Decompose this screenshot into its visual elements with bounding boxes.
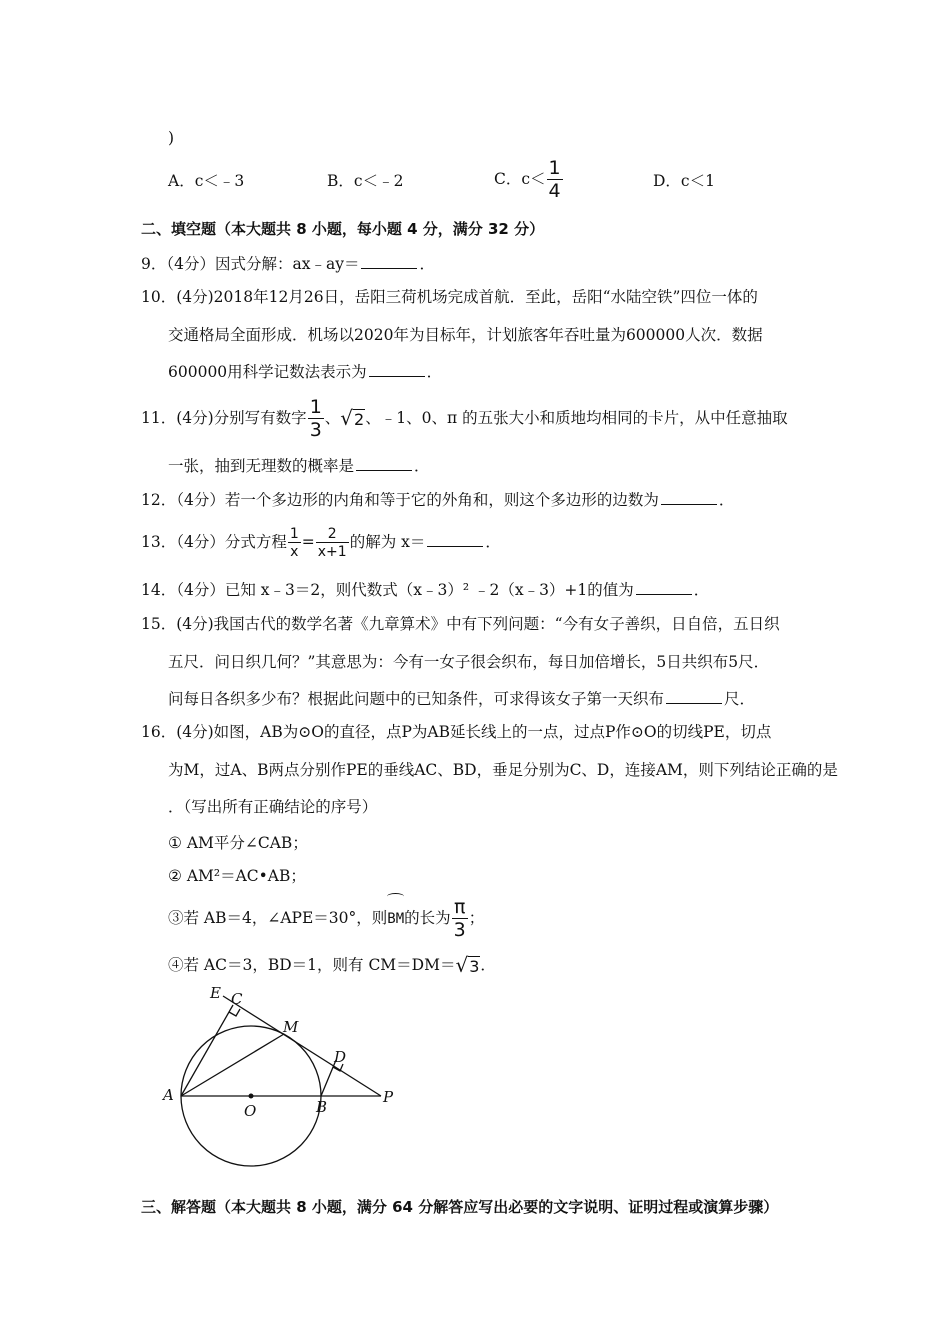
center-dot-o [249,1094,254,1099]
sqrt-radical: √ [340,406,354,430]
q16-s4-sqrt [455,952,480,980]
fraction-numerator: 2 [316,527,349,543]
q16-statement-2: ② AM²＝AC•AB； [168,867,306,885]
q13-end: ． [485,533,501,551]
q9 [141,254,435,274]
q8-option-c-label: C．c＜ [494,170,546,188]
q16-statement-4 [168,952,496,980]
q13-blank [427,532,483,547]
label-b: B [316,1098,328,1116]
q9-text: 9．（4分）因式分解：ax﹣ay＝ [141,255,360,273]
q16-line2: 为M，过A、B两点分别作PE的垂线AC、BD，垂足分别为C、D，连接AM，则下列结论正确的是 [168,761,838,779]
fraction-denominator: x [290,544,299,560]
q16-s3-end: ； [468,909,485,927]
q14 [141,580,709,600]
q16-s4-prefix: ④若 AC＝3，BD＝1，则有 CM＝DM＝ [168,956,456,974]
fraction-numerator: 1 [548,157,561,179]
section3-title: 三、解答题（本大题共 8 小题，满分 64 分解答应写出必要的文字说明、证明过程或演算步骤） [141,1198,779,1216]
label-m: M [283,1018,299,1036]
label-d: D [334,1048,347,1066]
q15-line2: 五尺．问日织几何？”其意思为：今有一女子很会织布，每日加倍增长，5日共织布5尺． [168,653,770,671]
q16-line3: ．（写出所有正确结论的序号） [168,798,378,816]
q8-option-d: D．c＜1 [653,172,715,190]
q14-blank [636,580,692,595]
q10-blank [369,362,425,377]
q11-end: ． [414,457,430,475]
fraction-denominator: 4 [548,180,561,202]
label-c: C [231,990,243,1008]
q12-blank [661,490,717,505]
q15-line1: 15．(4分)我国古代的数学名著《九章算术》中有下列问题：“今有女子善织，日自倍，五日织 [141,615,780,633]
q13 [141,522,501,562]
label-e: E [210,984,221,1002]
q13-suffix: 的解为 x＝ [349,533,426,551]
q16-statement-3 [168,893,484,941]
q15-end: 尺． [724,690,756,708]
q13-eq: = [301,533,315,551]
q11-text: 一张，抽到无理数的概率是 [168,457,355,475]
fraction-numerator: 1 [309,396,322,418]
q11-blank [356,456,412,471]
q8-paren: ) [168,129,175,147]
sqrt-value: 2 [354,410,365,429]
q8-option-c [494,159,564,201]
q11-rest: 、﹣1、0、π 的五张大小和质地均相同的卡片，从中任意抽取 [365,409,788,427]
q13-prefix: 13．（4分）分式方程 [141,533,287,551]
q10-line2: 交通格局全面形成．机场以2020年为目标年，计划旅客年吞吐量为600000人次．数据 [168,326,763,344]
fraction-numerator: π [452,898,468,919]
q15-blank [666,689,722,704]
line-am [181,1034,284,1096]
q11-sqrt [340,396,365,442]
q13-left-fraction [288,527,301,559]
sqrt-value: 3 [469,957,480,976]
q8-option-a: A．c＜﹣3 [168,172,245,190]
q8-option-c-fraction [547,159,563,201]
fraction-denominator: 3 [453,919,466,941]
label-o: O [244,1102,257,1120]
q12-text: 12．（4分）若一个多边形的内角和等于它的外角和，则这个多边形的边数为 [141,491,659,509]
q12-end: ． [718,491,735,509]
label-p: P [383,1088,394,1106]
q12 [141,490,734,510]
q14-end: ． [693,581,710,599]
q16-s3-prefix: ③若 AB＝4，∠APE＝30°，则 [168,909,388,927]
q10-text: 600000用科学记数法表示为 [168,363,367,381]
q16-statement-1: ① AM平分∠CAB； [168,834,308,852]
q16-s4-end: ． [480,956,496,974]
q16-s3-fraction [452,898,468,940]
q16-s3-mid: 的长为 [404,909,451,927]
q11-prefix: 11．(4分)分别写有数字 [141,409,307,427]
q10-line3 [168,362,442,382]
q13-right-fraction [316,527,349,559]
fraction-denominator: 3 [309,419,322,441]
fraction-numerator: 1 [289,526,299,542]
q11-sep: 、 [324,409,341,427]
q10-line1: 10．(4分)2018年12月26日，岳阳三荷机场完成首航．至此，岳阳“水陆空铁”四位一体的 [141,288,758,306]
q11-fraction [308,398,324,440]
section2-title: 二、填空题（本大题共 8 小题，每小题 4 分，满分 32 分） [141,220,545,238]
q8-option-b: B．c＜﹣2 [327,172,404,190]
fraction-denominator: x+1 [317,544,347,560]
q11-line1 [141,396,788,442]
q10-end: ． [426,363,443,381]
q15-line3 [168,689,755,709]
q15-text: 问每日各织多少布？根据此问题中的已知条件，可求得该女子第一天织布 [168,690,665,708]
q14-text: 14．（4分）已知 x﹣3＝2，则代数式（x﹣3）² ﹣2（x﹣3）+1的值为 [141,581,634,599]
q11-line2 [168,456,430,476]
q9-end: ． [419,255,435,273]
tangent-ep [223,996,381,1096]
geometry-figure [155,978,415,1168]
label-a: A [163,1086,174,1104]
q16-line1: 16．(4分)如图，AB为⊙O的直径，点P为AB延长线上的一点，过点P作⊙O的切线PE，切点 [141,723,772,741]
q16-arc-bm: BM [387,893,404,941]
q9-blank [361,254,417,269]
sqrt-radical: √ [455,953,469,977]
line-ac [181,1005,233,1096]
